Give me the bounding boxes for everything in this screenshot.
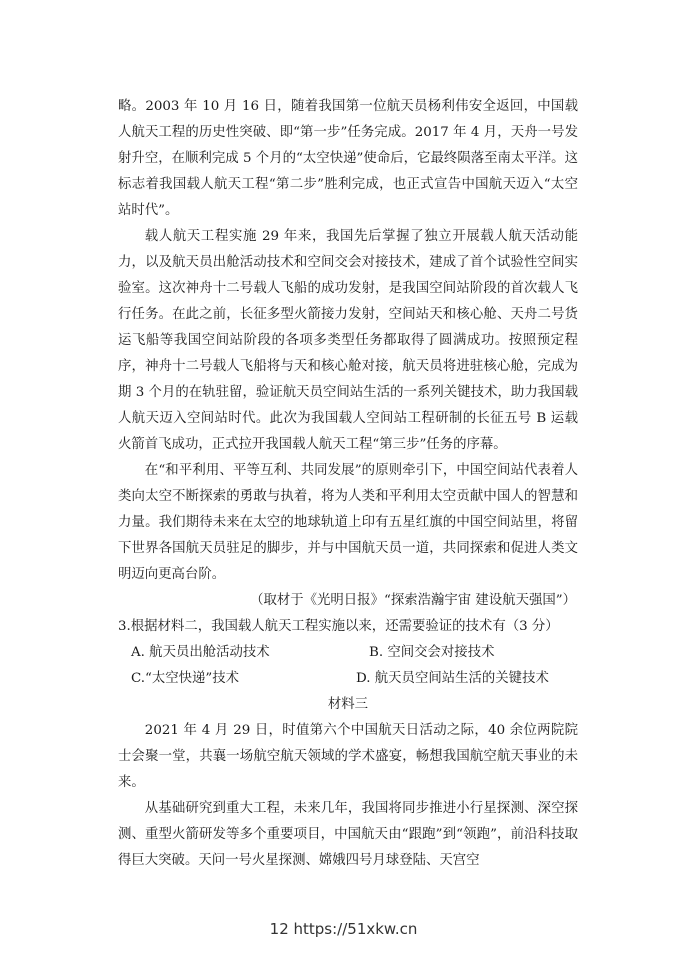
option-d: D. 航天员空间站生活的关键技术 — [356, 671, 549, 686]
section-heading: 材料三 — [327, 697, 369, 712]
option-c: C.“太空快递”技术 — [131, 671, 240, 686]
page-footer: 12 https://51xkw.cn — [269, 920, 418, 938]
paragraph-academicians: 2021 年 4 月 29 日，时值第六个中国航天日活动之际，40 余位两院院士会聚一堂，共襄一场航空航天领域的学术盛宴，畅想我国航空航天事业的未来。 — [118, 723, 578, 790]
option-b: B. 空间交会对接技术 — [369, 645, 495, 660]
source-citation: （取材于《光明日报》“探索浩瀚宇宙 建设航天强国”） — [250, 593, 576, 608]
paragraph-space-station: 在“和平利用、平等互利、共同发展”的原则牵引下，中国空间站代表着人类向太空不断探索的勇敢与执着，将为人类和平利用太空贡献中国人的智慧和力量。我们期待未来在太空的地球轨道上印有五星红旗的中国空间站里，将留下世界各国航天员驻足的脚步，并与中国航天员一道，共同探索和促进人类文明迈向更高台阶。 — [118, 463, 578, 582]
paragraph-continuation: 略。2003 年 10 月 16 日，随着我国第一位航天员杨利伟安全返回，中国载人航天工程的历史性突破、即“第一步”任务完成。2017 年 4 月，天舟一号发射升空，在顺利完成 5 个月的“太空快递”使命后，它最终陨落至南太平洋。这标志着我国载人航天工程“第二步”胜利完成，也正式宣告中国航天迈入“太空站时代”。 — [118, 99, 578, 218]
paragraph-manned-spaceflight: 载人航天工程实施 29 年来，我国先后掌握了独立开展载人航天活动能力，以及航天员出舱活动技术和空间交会对接技术，建成了首个试验性空间实验室。这次神舟十二号载人飞船的成功发射，是我国空间站阶段的首次载人飞行任务。在此之前，长征多型火箭接力发射，空间站天和核心舱、天舟二号货运飞船等我国空间站阶段的各项多类型任务都取得了圆满成功。按照预定程序，神舟十二号载人飞船将与天和核心舱对接，航天员将进驻核心舱，完成为期 3 个月的在轨驻留，验证航天员空间站生活的一系列关键技术，助力我国载人航天迈入空间站时代。此次为我国载人空间站工程研制的长征五号 B 运载火箭首飞成功，正式拉开我国载人航天工程“第三步”任务的序幕。 — [118, 229, 578, 452]
document-body — [118, 94, 578, 874]
question-options — [118, 640, 578, 692]
option-a: A. 航天员出舱活动技术 — [131, 645, 270, 660]
question-stem: 3.根据材料二，我国载人航天工程实施以来，还需要验证的技术有（3 分） — [118, 619, 559, 634]
paragraph-future-projects: 从基础研究到重大工程，未来几年，我国将同步推进小行星探测、深空探测、重型火箭研发等多个重要项目，中国航天由“跟跑”到“领跑”，前沿科技取得巨大突破。天问一号火星探测、嫦娥四号月球登陆、天宫空 — [118, 801, 578, 868]
